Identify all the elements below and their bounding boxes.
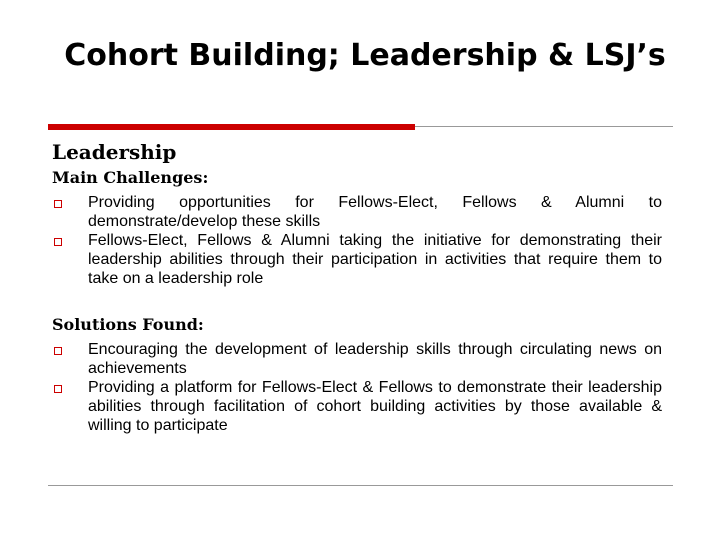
bullet-text: Fellows-Elect, Fellows & Alumni taking the initiative for demonstrating their leadership abilities through their participation in activities that require them to take on a leadership role [88, 232, 662, 287]
bullet-text: Encouraging the development of leadership skills through circulating news on achievements [88, 341, 662, 377]
bottom-divider-rule [48, 485, 673, 486]
square-bullet-icon [54, 238, 62, 246]
square-bullet-icon [54, 200, 62, 208]
bullet-text: Providing opportunities for Fellows-Elect, Fellows & Alumni to demonstrate/develop these skills [88, 194, 662, 230]
list-item [52, 193, 662, 231]
main-challenges-list [52, 193, 662, 288]
bullet-text: Providing a platform for Fellows-Elect & Fellows to demonstrate their leadership abilities through facilitation of cohort building activities by those available & willing to participate [88, 379, 662, 434]
square-bullet-icon [54, 385, 62, 393]
main-challenges-heading: Main Challenges: [52, 168, 209, 187]
list-item [52, 231, 662, 288]
slide-title: Cohort Building; Leadership & LSJ’s [64, 38, 666, 73]
list-item [52, 378, 662, 435]
title-divider-rule [415, 126, 673, 127]
list-item [52, 340, 662, 378]
square-bullet-icon [54, 347, 62, 355]
title-accent-rule [48, 124, 415, 130]
solutions-found-heading: Solutions Found: [52, 315, 204, 334]
section-heading: Leadership [52, 140, 177, 164]
solutions-found-list [52, 340, 662, 435]
